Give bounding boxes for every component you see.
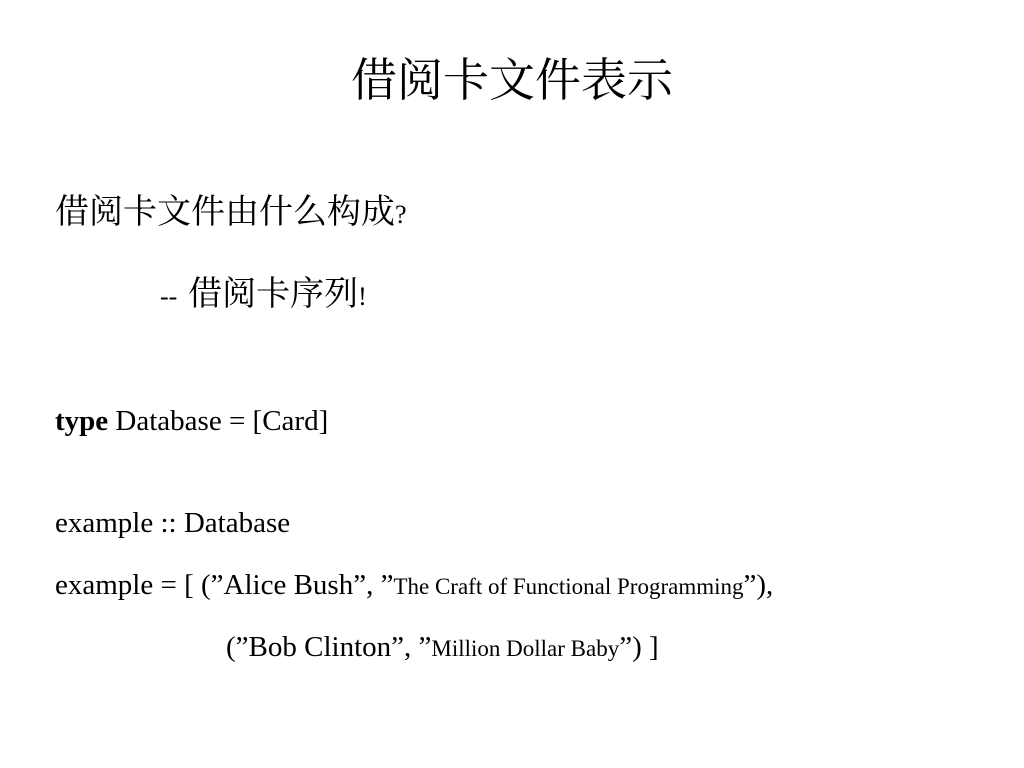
code-line4-suffix: ”) ] bbox=[619, 631, 659, 663]
code-line3-prefix: example = [ (”Alice Bush”, ” bbox=[55, 569, 394, 601]
book-title-1: The Craft of Functional Programming bbox=[393, 574, 744, 599]
answer-dash: -- bbox=[160, 282, 178, 311]
code-example-second-entry bbox=[226, 628, 659, 668]
slide-title: 借阅卡文件表示 bbox=[351, 53, 673, 107]
answer-exclamation: ! bbox=[358, 282, 367, 311]
code-line4-prefix: (”Bob Clinton”, ” bbox=[226, 631, 432, 663]
code-example-signature: example :: Database bbox=[55, 507, 291, 539]
answer-line bbox=[160, 270, 367, 321]
answer-text: 借阅卡序列 bbox=[177, 274, 359, 314]
question-line bbox=[55, 188, 407, 239]
book-title-2: Million Dollar Baby bbox=[431, 636, 620, 661]
type-keyword: type bbox=[55, 405, 109, 437]
question-text: 借阅卡文件由什么构成 bbox=[55, 192, 395, 232]
code-example-first-entry bbox=[55, 566, 773, 606]
question-mark: ? bbox=[395, 200, 407, 229]
code-type-declaration bbox=[55, 402, 328, 440]
type-definition: Database = [Card] bbox=[108, 405, 329, 437]
code-line3-suffix: ”), bbox=[743, 569, 774, 601]
